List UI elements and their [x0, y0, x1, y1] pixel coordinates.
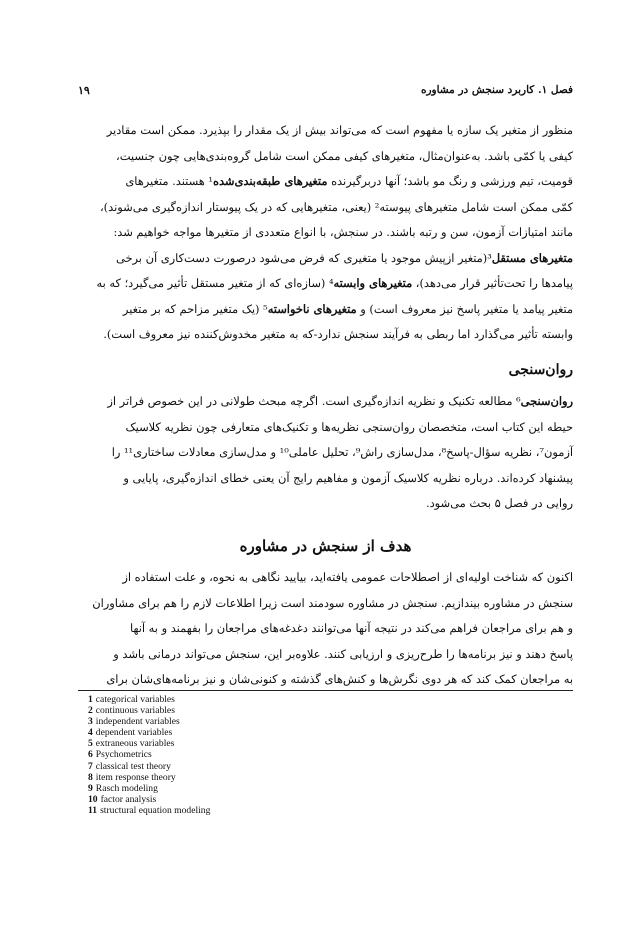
purpose-paragraph	[78, 565, 573, 693]
footnote: 5 extraneous variables	[88, 738, 175, 750]
text-line: اکنون که شناخت اولیه‌ای از اصطلاحات عمومی یافته‌اید، بیایید نگاهی به نحوه، و علت استفاده از	[122, 570, 573, 584]
text-line: متغیر پیامد یا متغیر پاسخ نیز معروف است) و متغیرهای ناخواسته⁵ (یک متغیر مزاحم که بر متغیر	[122, 301, 573, 316]
text-line: کیفی یا کمّی باشد. به‌عنوان‌مثال، متغیرهای کیفی ممکن است شامل گروه‌بندی‌هایی چون جنسیت،	[116, 148, 573, 163]
footnote: 7 classical test theory	[88, 760, 171, 772]
text-line: وابسته تأثیر می‌گذارد اما ربطی به فرآیند سنجش ندارد-که به متغیر مخدوش‌کننده نیز معروف است).	[103, 327, 573, 341]
page-number: ۱۹	[78, 84, 90, 97]
text-line: منظور از متغیر یک سازه یا مفهوم است که می‌تواند بیش از یک مقدار را بپذیرد. ممکن است مقادیر	[106, 123, 573, 137]
footnote: 6 Psychometrics	[88, 749, 152, 761]
term-categorical: متغیرهای طبقه‌بندی‌شده	[212, 174, 328, 188]
text-line: پاسخ دهند و نیز برنامه‌ها را طرح‌ریزی و ارزیابی کنند. علاوه‌بر این، سنجش می‌تواند درمانی باشد و	[113, 646, 573, 661]
footnote: 8 item response theory	[88, 771, 176, 783]
footnote: 2 continuous variables	[88, 705, 175, 717]
term-extraneous: متغیرهای ناخواسته	[267, 301, 357, 316]
footnote: 11 structural equation modeling	[88, 804, 211, 816]
section-heading-psychometrics: روان‌سنجی	[508, 362, 573, 378]
term-independent: متغیرهای مستقل	[491, 250, 573, 265]
chapter-title: فصل ۱. کاربرد سنجش در مشاوره	[420, 84, 573, 96]
term-psychometrics: روان‌سنجی	[520, 394, 573, 408]
text-line: به مراجعان کمک کند که هر دوی نگرش‌ها و کنش‌های گذشته و کنونی‌شان و نیز برنامه‌های‌شان برای	[106, 672, 573, 686]
footnotes	[88, 694, 488, 816]
variables-paragraph	[78, 118, 573, 348]
text-line: متغیرهای مستقل³(متغیر ازپیش موجود یا متغیری که فرض می‌شود درصورت دست‌کاری آن برخی	[115, 250, 573, 265]
psychometrics-paragraph	[78, 389, 573, 517]
footnote: 10 factor analysis	[88, 793, 157, 805]
footnote: 1 categorical variables	[88, 694, 175, 705]
text-line: کمّی ممکن است شامل متغیرهای پیوسته² (یعنی، متغیرهایی که در یک پیوستار اندازه‌گیری می‌شوند)،	[100, 199, 573, 214]
text-line: حیطه این کتاب است، متخصصان روان‌سنجی نظریه‌ها و تکنیک‌های متعارفی چون نظریه کلاسیک	[125, 419, 573, 434]
text-line: پیشنهاد کرده‌اند. درباره نظریه کلاسیک آزمون و مفاهیم رایج آن یعنی خطای اندازه‌گیری، پایایی و	[123, 470, 573, 485]
text-line: پیامدها را تحت‌تأثیر قرار می‌دهد)، متغیرهای وابسته⁴ (سازه‌ای که از متغیر مستقل تأثیر می‌گیرد؛ که به	[96, 276, 573, 290]
footnote: 3 independent variables	[88, 716, 180, 728]
section-heading-purpose: هدف از سنجش در مشاوره	[239, 537, 412, 555]
text-line: و هم برای مراجعان فراهم می‌کند در نتیجه آنها می‌توانند دغدغه‌های مراجعان را بفهمند و به آنها	[130, 621, 573, 635]
footnote: 9 Rasch modeling	[88, 782, 158, 794]
text-line: قومیت، تیم ورزشی و رنگ مو باشد؛ آنها دربرگیرنده متغیرهای طبقه‌بندی‌شده¹ هستند. متغیرهای	[125, 174, 573, 188]
text-line: مانند امتیازات آزمون، سن و رتبه باشند. در سنجش، با انواع متعددی از متغیرها مواجه خواهیم شد:	[113, 225, 573, 239]
text-line: روایی در فصل ۵ بحث می‌شود.	[425, 496, 573, 510]
text-line: سنجش در مشاوره بیندازیم. سنجش در مشاوره سودمند است زیرا اطلاعات لازم را هم برای مشاوران	[92, 595, 573, 610]
text-line: روان‌سنجی⁶ مطالعه تکنیک و نظریه اندازه‌گیری است. اگرچه مبحث طولانی در این خصوص فراتر از	[107, 394, 573, 408]
footnote-divider	[78, 690, 573, 691]
footnote: 4 dependent variables	[88, 727, 173, 739]
term-dependent: متغیرهای وابسته	[333, 276, 413, 290]
text-line: آزمون⁷، نظریه سؤال-پاسخ⁸، مدل‌سازی راش⁹، تحلیل عاملی¹⁰ و مدل‌سازی معادلات ساختاری¹¹ را	[111, 445, 573, 459]
running-header	[78, 84, 573, 104]
